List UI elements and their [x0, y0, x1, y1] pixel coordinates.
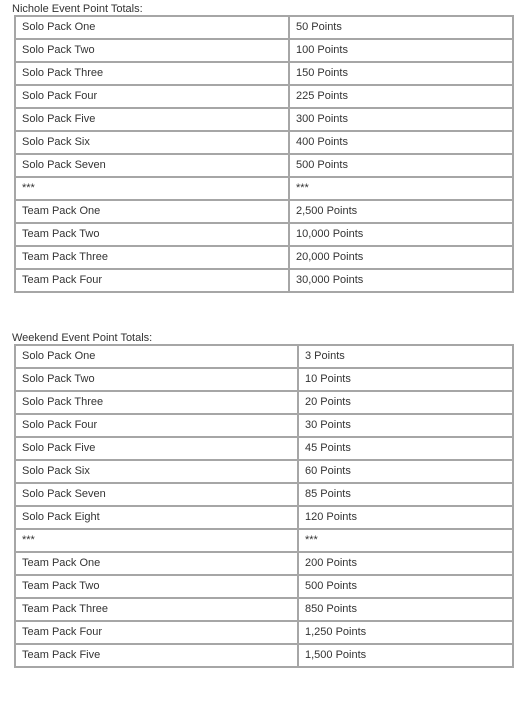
table-row	[16, 530, 512, 551]
table-row	[16, 270, 512, 291]
weekend-event-title: Weekend Event Point Totals:	[12, 332, 153, 344]
points-value-cell: 120 Points	[299, 507, 512, 528]
pack-name-cell: Solo Pack Three	[16, 63, 288, 84]
pack-name-cell: Solo Pack Two	[16, 40, 288, 61]
table-row	[16, 576, 512, 597]
points-value-cell: 850 Points	[299, 599, 512, 620]
pack-name-cell: Team Pack Five	[16, 645, 297, 666]
points-value-cell: 30,000 Points	[290, 270, 512, 291]
table-row	[16, 155, 512, 176]
weekend-points-table	[14, 344, 514, 668]
points-value-cell: ***	[299, 530, 512, 551]
points-value-cell: 100 Points	[290, 40, 512, 61]
nichole-event-title: Nichole Event Point Totals:	[12, 3, 143, 15]
pack-name-cell: Solo Pack One	[16, 346, 297, 367]
pack-name-cell: Team Pack Three	[16, 599, 297, 620]
points-value-cell: 30 Points	[299, 415, 512, 436]
table-row	[16, 109, 512, 130]
table-row	[16, 17, 512, 38]
pack-name-cell: Team Pack Four	[16, 270, 288, 291]
points-value-cell: 85 Points	[299, 484, 512, 505]
pack-name-cell: Team Pack One	[16, 553, 297, 574]
table-row	[16, 178, 512, 199]
pack-name-cell: Solo Pack Three	[16, 392, 297, 413]
points-value-cell: 10 Points	[299, 369, 512, 390]
table-row	[16, 461, 512, 482]
table-row	[16, 484, 512, 505]
points-value-cell: 2,500 Points	[290, 201, 512, 222]
weekend-points-table-body	[16, 346, 512, 666]
table-row	[16, 346, 512, 367]
nichole-points-table-body	[16, 17, 512, 291]
points-value-cell: 60 Points	[299, 461, 512, 482]
table-row	[16, 369, 512, 390]
points-value-cell: 1,250 Points	[299, 622, 512, 643]
table-row	[16, 224, 512, 245]
pack-name-cell: Solo Pack One	[16, 17, 288, 38]
table-row	[16, 438, 512, 459]
pack-name-cell: Solo Pack Seven	[16, 155, 288, 176]
points-value-cell: 150 Points	[290, 63, 512, 84]
table-row	[16, 392, 512, 413]
pack-name-cell: Solo Pack Eight	[16, 507, 297, 528]
points-value-cell: 300 Points	[290, 109, 512, 130]
pack-name-cell: Team Pack Four	[16, 622, 297, 643]
table-row	[16, 247, 512, 268]
pack-name-cell: Team Pack Two	[16, 224, 288, 245]
points-value-cell: 1,500 Points	[299, 645, 512, 666]
points-value-cell: ***	[290, 178, 512, 199]
points-value-cell: 3 Points	[299, 346, 512, 367]
pack-name-cell: Solo Pack Five	[16, 438, 297, 459]
table-row	[16, 40, 512, 61]
nichole-points-table	[14, 15, 514, 293]
table-row	[16, 622, 512, 643]
points-value-cell: 45 Points	[299, 438, 512, 459]
points-value-cell: 20 Points	[299, 392, 512, 413]
pack-name-cell: Solo Pack Four	[16, 415, 297, 436]
points-value-cell: 400 Points	[290, 132, 512, 153]
pack-name-cell: Solo Pack Six	[16, 461, 297, 482]
table-row	[16, 86, 512, 107]
pack-name-cell: Team Pack One	[16, 201, 288, 222]
points-value-cell: 20,000 Points	[290, 247, 512, 268]
points-value-cell: 50 Points	[290, 17, 512, 38]
pack-name-cell: Solo Pack Six	[16, 132, 288, 153]
points-value-cell: 200 Points	[299, 553, 512, 574]
table-row	[16, 645, 512, 666]
pack-name-cell: Team Pack Two	[16, 576, 297, 597]
pack-name-cell: Solo Pack Four	[16, 86, 288, 107]
table-row	[16, 553, 512, 574]
points-value-cell: 500 Points	[299, 576, 512, 597]
table-row	[16, 507, 512, 528]
points-value-cell: 225 Points	[290, 86, 512, 107]
table-row	[16, 201, 512, 222]
pack-name-cell: Solo Pack Seven	[16, 484, 297, 505]
pack-name-cell: ***	[16, 178, 288, 199]
pack-name-cell: Solo Pack Five	[16, 109, 288, 130]
table-row	[16, 132, 512, 153]
pack-name-cell: Solo Pack Two	[16, 369, 297, 390]
table-row	[16, 599, 512, 620]
points-value-cell: 10,000 Points	[290, 224, 512, 245]
table-row	[16, 415, 512, 436]
pack-name-cell: Team Pack Three	[16, 247, 288, 268]
pack-name-cell: ***	[16, 530, 297, 551]
table-row	[16, 63, 512, 84]
points-value-cell: 500 Points	[290, 155, 512, 176]
